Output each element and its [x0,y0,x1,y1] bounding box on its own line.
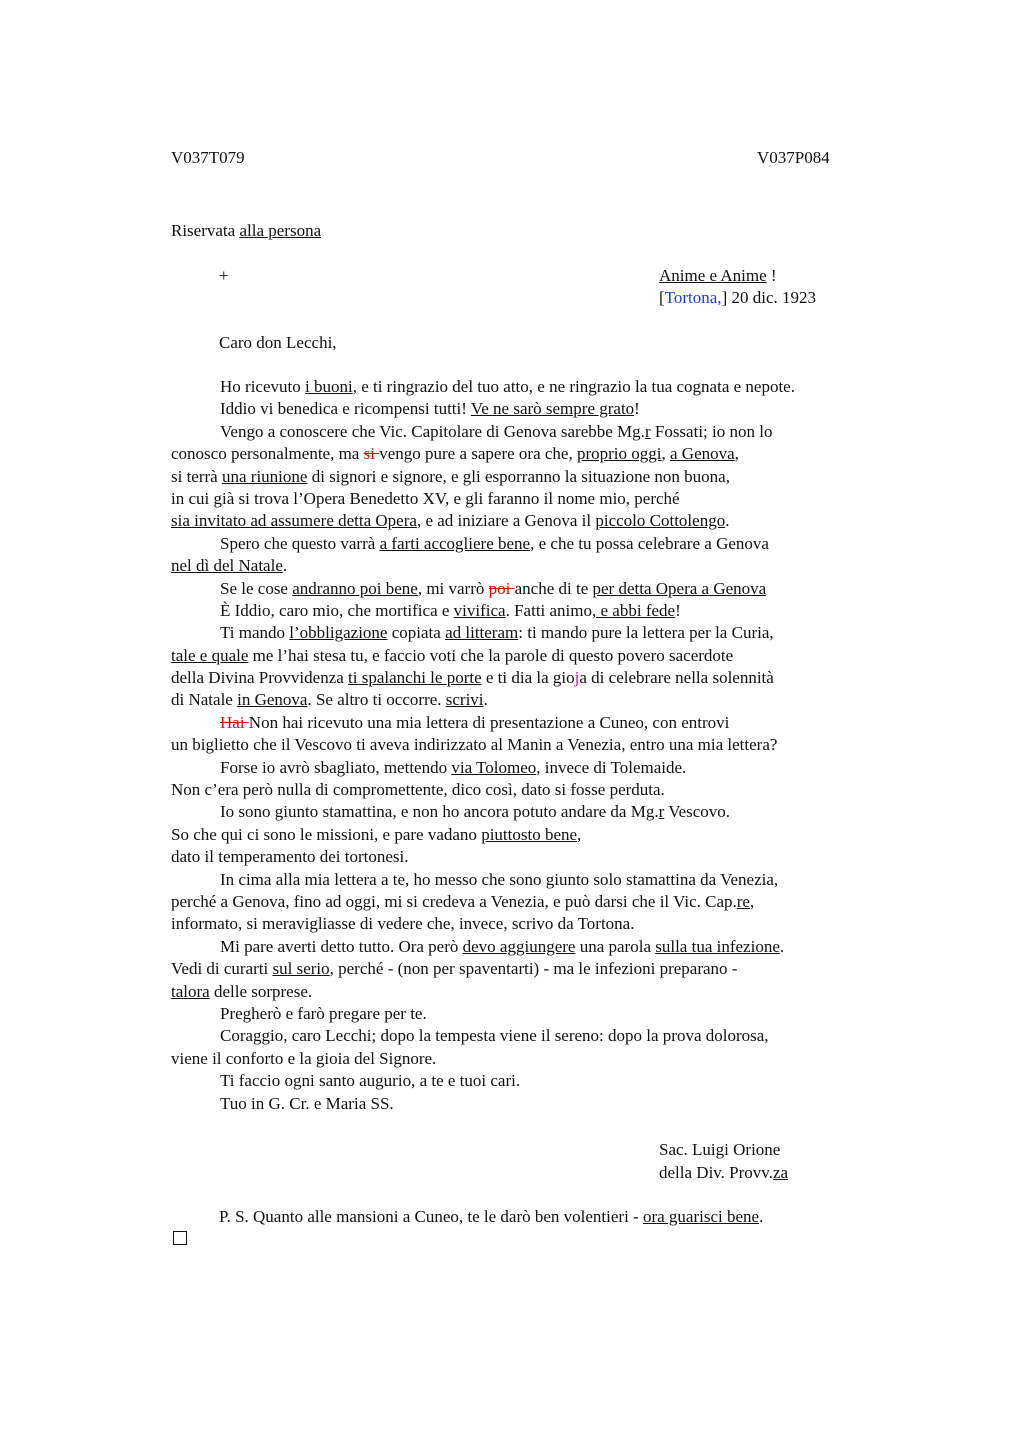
text-segment: , e ad iniziare a Genova il [416,511,596,531]
body-line [171,981,891,1003]
postscript-underlined: ora guarisci bene [642,1207,760,1226]
text-segment: . Se altro ti occorre. [307,690,446,710]
body-line [171,488,891,510]
underlined-text: vivifica [453,600,506,620]
text-segment: . [779,936,785,956]
body-line [171,466,891,488]
body-line [171,779,891,801]
body-line [171,824,891,846]
text-segment: Ho ricevuto [220,377,305,396]
body-line [171,757,891,779]
struck-text: Hai [220,712,249,732]
text-segment: So che qui ci sono le missioni, e pare vadano [171,824,482,844]
text-segment: : ti mando pure la lettera per la Curia, [518,623,774,643]
text-segment: In cima alla mia lettera a te, ho messo che sono giunto solo stamattina da Venezia, [220,869,779,889]
text-segment: , [749,891,755,911]
text-segment: È Iddio, caro mio, che mortifica e [220,600,454,620]
underlined-text: a farti accogliere bene [379,533,531,553]
bracket-close: ] [721,288,728,307]
text-segment: Vedi di curarti [171,959,273,979]
text-segment: di Natale [171,690,238,710]
body-line [171,869,891,891]
text-segment: , e ti ringrazio del tuo atto, e ne ringrazio la tua cognata e nepote. [352,377,795,396]
text-segment: perché a Genova, fino ad oggi, mi si credeva a Venezia, e può darsi che il Vic. Cap. [171,891,737,911]
text-segment: , [577,824,582,844]
signature-title-prefix: della Div. Provv. [659,1163,773,1182]
struck-text: poi [488,578,515,598]
text-segment: j [574,668,580,688]
text-segment: ! [675,600,681,620]
text-segment: in cui già si trova l’Opera Benedetto XV, e gli faranno il nome mio, perché [171,488,680,508]
body-line [171,734,891,756]
underlined-text: una riunione [221,466,308,486]
body-line [171,667,891,689]
place-name: Tortona, [664,288,722,307]
text-segment: , invece di Tolemaide. [536,757,687,777]
postscript [219,1206,763,1228]
underlined-text: r [644,421,651,441]
text-segment: Iddio vi benedica e ricompensi tutti! [220,399,471,419]
underlined-text: via Tolomeo [451,757,537,777]
body-line [171,1003,891,1025]
text-segment: . [282,556,288,576]
body-line [171,1025,891,1047]
signature-title [659,1162,788,1184]
underlined-text: sul serio [272,959,330,979]
signature-name: Sac. Luigi Orione [659,1140,781,1159]
body-line [171,1070,891,1092]
underlined-text: devo aggiungere [462,936,576,956]
text-segment: Vengo a conoscere che Vic. Capitolare di Genova sarebbe Mg. [220,421,645,441]
text-segment: Ti faccio ogni santo augurio, a te e tuoi cari. [220,1071,521,1091]
underlined-text: ti spalanchi le porte [348,668,482,688]
underlined-text: re [736,891,750,911]
underlined-text: sia invitato ad assumere detta Opera [171,511,417,531]
text-segment: Se le cose [220,578,293,598]
underlined-text: talora [171,981,210,1001]
text-segment: anche di te [514,578,593,598]
underlined-text: andranno poi bene [292,578,418,598]
signature-title-underlined: za [772,1163,789,1182]
text-segment: Non c’era però nulla di compromettente, dico così, dato si fosse perduta. [171,780,665,800]
text-segment: viene il conforto e la gioia del Signore. [171,1048,437,1068]
body-line [171,1048,891,1070]
letter-body [171,376,891,1115]
text-segment: informato, si meravigliasse di vedere che, invece, scrivo da Tortona. [171,914,635,934]
underlined-text: per detta Opera a Genova [592,578,767,598]
text-segment: Pregherò e farò pregare per te. [220,1003,427,1023]
text-segment: vengo pure a sapere ora che, [379,444,577,464]
text-segment: Ti mando [220,623,290,643]
reserved-prefix: Riservata [171,221,240,240]
text-segment: una parola [575,936,656,956]
underlined-text: nel dì del Natale [171,556,283,576]
text-segment: , [661,444,670,464]
text-segment: Io sono giunto stamattina, e non ho ancora potuto andare da Mg. [220,802,659,822]
body-line [171,712,891,734]
text-segment: Tuo in G. Cr. e Maria SS. [220,1093,394,1113]
body-line [171,443,891,465]
end-checkbox-icon [173,1231,187,1245]
reserved-underlined: alla persona [239,221,322,240]
body-line [171,578,891,600]
underlined-text: e abbi fede [596,600,676,620]
document-code-right: V037P084 [757,148,830,167]
underlined-text: in Genova [237,690,308,710]
document-code-left: V037T079 [171,148,245,167]
motto [659,265,777,287]
body-line [171,958,891,980]
text-segment: Coraggio, caro Lecchi; dopo la tempesta viene il sereno: dopo la prova dolorosa, [220,1026,769,1046]
underlined-text: proprio oggi [576,444,662,464]
body-line [171,1093,891,1115]
body-line [171,891,891,913]
text-segment: conosco personalmente, ma [171,444,364,464]
text-segment: . [725,511,730,531]
bracket-open: [ [659,288,665,307]
text-segment: un biglietto che il Vescovo ti aveva indirizzato al Manin a Venezia, entro una mia lettera? [171,735,778,755]
cross-symbol: + [219,266,229,285]
body-line [171,622,891,644]
underlined-text: Ve ne sarò sempre grato [470,399,635,419]
body-line [171,689,891,711]
text-segment: Mi pare averti detto tutto. Ora però [220,936,463,956]
body-line [171,398,891,420]
text-segment: , e che tu possa celebrare a Genova [530,533,769,553]
letter-date: 20 dic. 1923 [727,288,817,307]
text-segment: , perché - (non per spaventarti) - ma le infezioni preparano - [329,959,738,979]
underlined-text: piccolo Cottolengo [595,511,726,531]
motto-suffix: ! [766,266,777,285]
place-date [659,287,816,309]
text-segment: Non hai ricevuto una mia lettera di presentazione a Cuneo, con entrovi [248,712,730,732]
underlined-text: l’obbligazione [289,623,388,643]
text-segment: delle sorprese. [209,981,313,1001]
underlined-text: tale e quale [171,645,249,665]
body-line [171,600,891,622]
body-line [171,846,891,868]
text-segment: dato il temperamento dei tortonesi. [171,847,409,867]
body-line [171,555,891,577]
underlined-text: r [658,802,665,822]
text-segment: a di celebrare nella solennità [579,668,774,688]
underlined-text: scrivi [445,690,484,710]
text-segment: . [483,690,488,710]
text-segment: si terrà [171,466,222,486]
body-line [171,376,891,398]
underlined-text: piuttosto bene [481,824,578,844]
body-line [171,645,891,667]
text-segment: di signori e signore, e gli esporranno la situazione non buona, [307,466,730,486]
text-segment: ! [634,399,640,419]
motto-underlined: Anime e Anime [659,266,767,285]
body-line [171,533,891,555]
underlined-text: ad litteram [445,623,519,643]
reserved-note [171,220,321,242]
postscript-suffix: . [759,1207,764,1226]
text-segment: copiata [387,623,446,643]
body-line [171,913,891,935]
greeting: Caro don Lecchi, [219,333,337,352]
body-line [171,510,891,532]
body-line [171,936,891,958]
underlined-text: i buoni [304,377,353,396]
text-segment: Vescovo. [664,802,731,822]
body-line [171,801,891,823]
text-segment: Fossati; io non lo [650,421,773,441]
text-segment: . Fatti animo, [505,600,597,620]
text-segment: , [734,444,739,464]
text-segment: , mi varrò [417,578,489,598]
body-line [171,421,891,443]
postscript-text: P. S. Quanto alle mansioni a Cuneo, te le darò ben volentieri - [219,1207,643,1226]
text-segment: Spero che questo varrà [220,533,380,553]
underlined-text: sulla tua infezione [655,936,780,956]
struck-text: si [363,444,380,464]
text-segment: e ti dia la gio [481,668,575,688]
text-segment: me l’hai stesa tu, e faccio voti che la parole di questo povero sacerdote [248,645,734,665]
text-segment: della Divina Provvidenza [171,668,349,688]
text-segment: Forse io avrò sbagliato, mettendo [220,757,452,777]
underlined-text: a Genova [670,444,735,464]
